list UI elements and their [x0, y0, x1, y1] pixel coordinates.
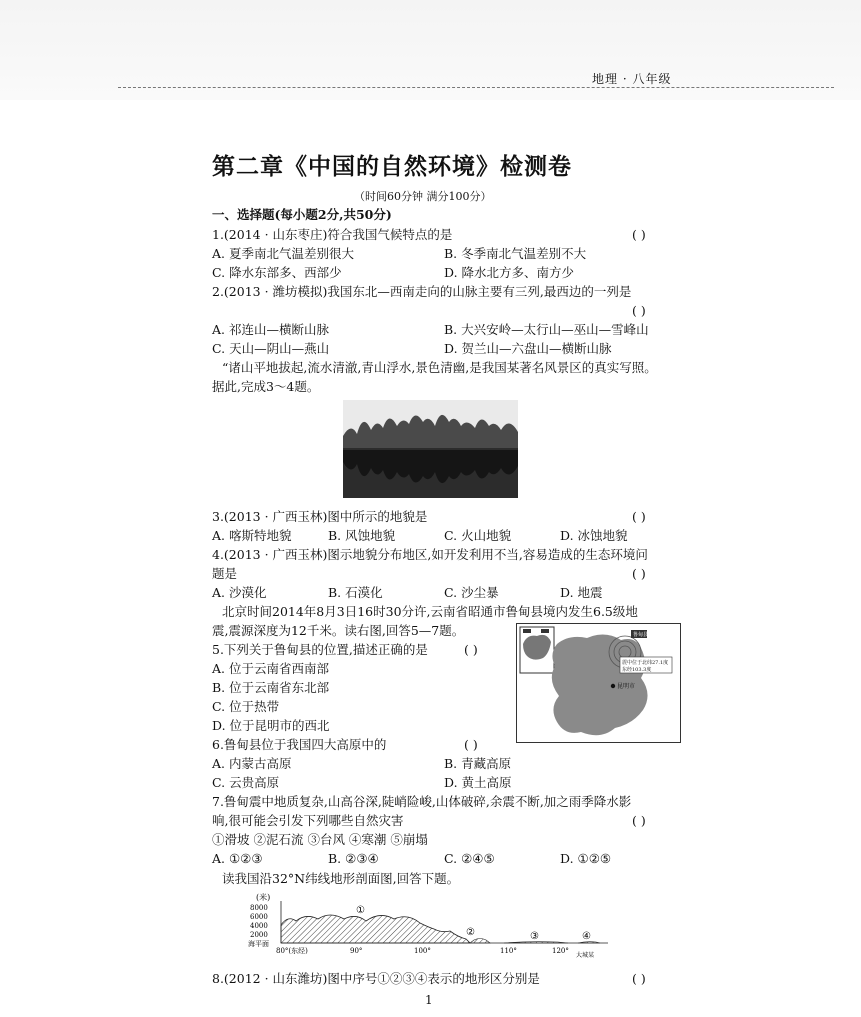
q6-stem: 6.鲁甸县位于我国四大高原中的 [212, 737, 387, 752]
answer-blank: ( ) [632, 566, 646, 581]
map-epicenter-lat: 震中位于北纬27.1度 [622, 660, 669, 666]
section-heading: 一、选择题(每小题2分,共50分) [212, 207, 392, 222]
passage1-line1: “诸山平地拔起,流水清澈,青山浮水,景色清幽,是我国某著名风景区的真实写照。 [222, 360, 657, 375]
q4-stem-line2: 题是 [212, 566, 238, 581]
q3-option-a: A. 喀斯特地貌 [212, 528, 292, 543]
profile-x-110: 110° [500, 947, 517, 955]
profile-marker-2: ② [466, 927, 475, 938]
profile-sea-level: 海平面 [248, 940, 269, 948]
profile-x-80: 80°(东经) [276, 947, 308, 955]
q2-option-a: A. 祁连山—横断山脉 [212, 322, 329, 337]
q1-stem: 1.(2014 · 山东枣庄)符合我国气候特点的是 [212, 227, 453, 242]
q6-option-c: C. 云贵高原 [212, 775, 280, 790]
passage3: 读我国沿32°N纬线地形剖面图,回答下题。 [222, 871, 460, 886]
profile-x-120: 120° [552, 947, 569, 955]
q6-option-a: A. 内蒙古高原 [212, 756, 292, 771]
q7-stem-line1: 7.鲁甸震中地质复杂,山高谷深,陡峭险峻,山体破碎,余震不断,加之雨季降水影 [212, 794, 632, 809]
q4-option-b: B. 石漠化 [328, 585, 383, 600]
kunming-marker [611, 684, 615, 688]
q7-option-a: A. ①②③ [212, 851, 263, 866]
q1-option-c: C. 降水东部多、西部少 [212, 265, 342, 280]
q1-option-d: D. 降水北方多、南方少 [444, 265, 575, 280]
q4-option-c: C. 沙尘暴 [444, 585, 499, 600]
map-county-tag: 鲁甸县 [633, 632, 649, 638]
q3-option-d: D. 冰蚀地貌 [560, 528, 628, 543]
q8-stem: 8.(2012 · 山东潍坊)图中序号①②③④表示的地形区分别是 [212, 971, 540, 986]
map-city-label: 昆明市 [617, 683, 636, 690]
answer-blank: ( ) [632, 509, 646, 524]
q5-option-b: B. 位于云南省东北部 [212, 680, 330, 695]
q7-option-c: C. ②④⑤ [444, 851, 495, 866]
q2-option-d: D. 贺兰山—六盘山—横断山脉 [444, 341, 612, 356]
passage2-line2: 震,震源深度为12千米。读右图,回答5—7题。 [212, 623, 465, 638]
q3-stem: 3.(2013 · 广西玉林)图中所示的地貌是 [212, 509, 428, 524]
header-label: 地理 · 八年级 [592, 72, 672, 86]
q1-option-b: B. 冬季南北气温差别不大 [444, 246, 587, 261]
profile-y-2000: 2000 [250, 931, 268, 939]
q5-option-a: A. 位于云南省西南部 [212, 661, 329, 676]
yunnan-location-map [516, 623, 681, 743]
q2-stem: 2.(2013 · 潍坊模拟)我国东北—西南走向的山脉主要有三列,最西边的一列是 [212, 284, 632, 299]
karst-landscape-photo [343, 400, 518, 498]
answer-blank: ( ) [632, 813, 646, 828]
q7-stem-line2: 响,很可能会引发下列哪些自然灾害 [212, 813, 404, 828]
q5-option-d: D. 位于昆明市的西北 [212, 718, 330, 733]
profile-ocean-label: 大城某 [576, 952, 595, 959]
answer-blank: ( ) [632, 303, 646, 318]
q5-stem: 5.下列关于鲁甸县的位置,描述正确的是 [212, 642, 428, 657]
page-title: 第二章《中国的自然环境》检测卷 [212, 154, 572, 180]
q3-option-c: C. 火山地貌 [444, 528, 512, 543]
q4-stem-line1: 4.(2013 · 广西玉林)图示地貌分布地区,如开发利用不当,容易造成的生态环境问 [212, 547, 648, 562]
page-number: 1 [425, 993, 433, 1007]
profile-x-90: 90° [350, 947, 363, 955]
header-divider [118, 87, 834, 88]
profile-marker-1: ① [356, 905, 365, 916]
map-epicenter-lon: 东经103.3度 [622, 667, 652, 673]
q1-option-a: A. 夏季南北气温差别很大 [212, 246, 354, 261]
answer-blank: ( ) [632, 971, 646, 986]
profile-y-6000: 6000 [250, 913, 268, 921]
terrain-profile-32n [248, 891, 613, 959]
answer-blank: ( ) [464, 737, 478, 752]
q2-option-c: C. 天山—阴山—燕山 [212, 341, 330, 356]
q4-option-a: A. 沙漠化 [212, 585, 267, 600]
q7-option-d: D. ①②⑤ [560, 851, 612, 866]
q7-hazard-list: ①滑坡 ②泥石流 ③台风 ④寒潮 ⑤崩塌 [212, 832, 428, 847]
q6-option-d: D. 黄土高原 [444, 775, 512, 790]
header-band [0, 0, 861, 100]
answer-blank: ( ) [632, 227, 646, 242]
q3-option-b: B. 风蚀地貌 [328, 528, 396, 543]
answer-blank: ( ) [464, 642, 478, 657]
q5-option-c: C. 位于热带 [212, 699, 280, 714]
profile-marker-4: ④ [582, 931, 591, 942]
passage1-line2: 据此,完成3～4题。 [212, 379, 320, 394]
q2-option-b: B. 大兴安岭—太行山—巫山—雪峰山 [444, 322, 649, 337]
q7-option-b: B. ②③④ [328, 851, 379, 866]
profile-unit: (米) [256, 893, 271, 902]
exam-time-info: （时间60分钟 满分100分） [354, 190, 492, 203]
profile-x-100: 100° [414, 947, 431, 955]
q6-option-b: B. 青藏高原 [444, 756, 512, 771]
passage2-line1: 北京时间2014年8月3日16时30分许,云南省昭通市鲁甸县境内发生6.5级地 [222, 604, 638, 619]
profile-marker-3: ③ [530, 931, 539, 942]
q4-option-d: D. 地震 [560, 585, 603, 600]
profile-y-4000: 4000 [250, 922, 268, 930]
profile-y-8000: 8000 [250, 904, 268, 912]
